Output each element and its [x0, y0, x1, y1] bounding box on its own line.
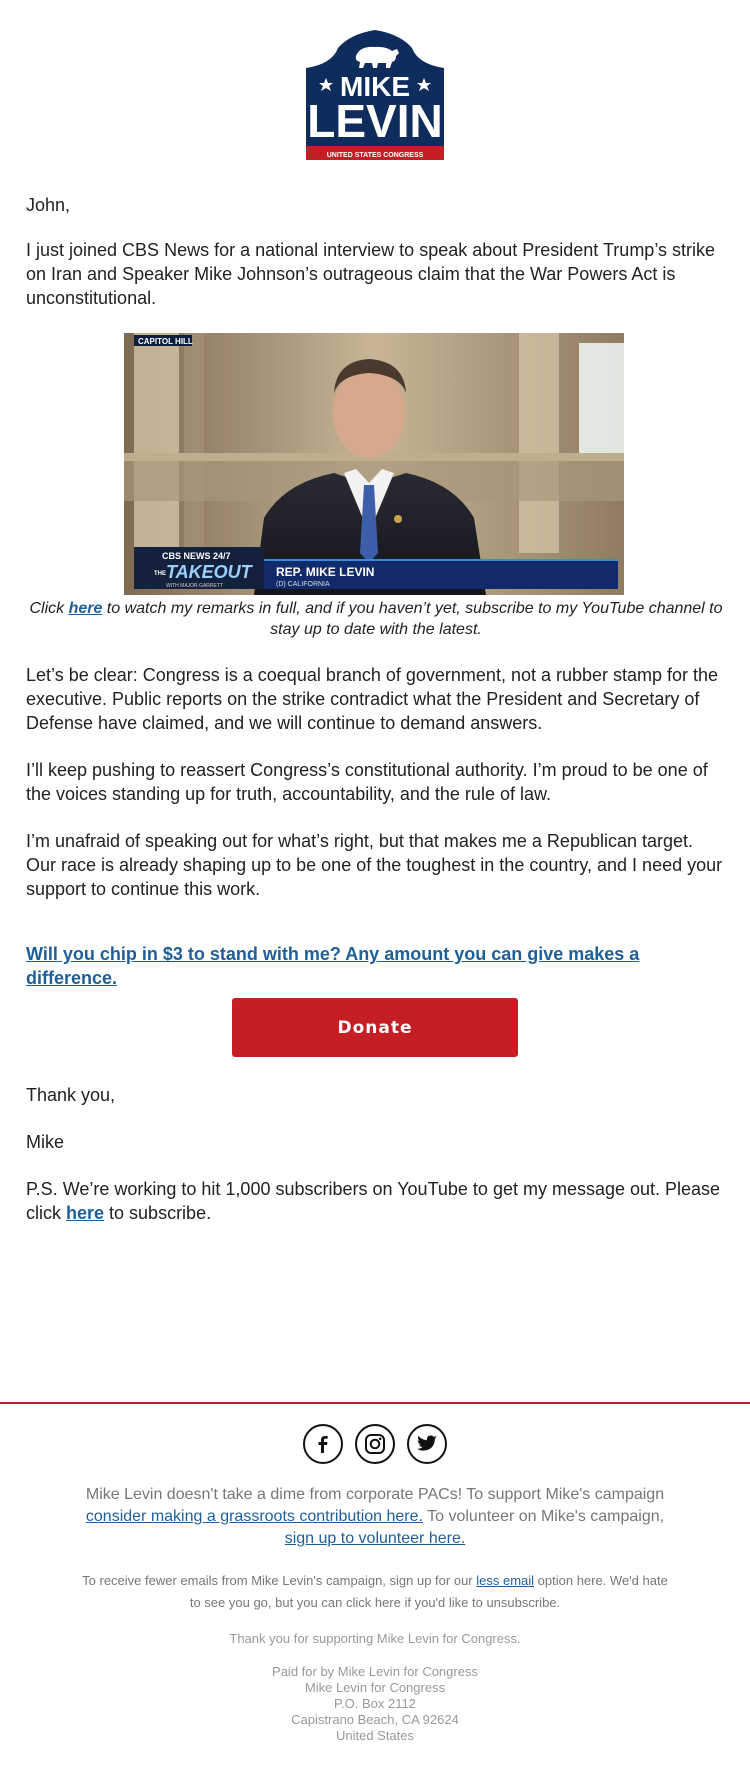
facebook-icon[interactable]	[303, 1424, 343, 1464]
instagram-icon[interactable]	[355, 1424, 395, 1464]
address-line: Paid for by Mike Levin for Congress	[272, 1664, 478, 1679]
subscribe-link[interactable]: here	[66, 1203, 105, 1223]
contribution-link[interactable]: consider making a grassroots contribution here.	[85, 1508, 423, 1525]
pac-pre: Mike Levin doesn't take a dime from corporate PACs! To support Mike's campaign	[85, 1486, 665, 1503]
footer-divider	[0, 1402, 750, 1404]
postscript	[26, 1177, 726, 1225]
signoff: Thank you,	[26, 1085, 116, 1105]
paragraph-3: I’m unafraid of speaking out for what’s right, but that makes me a Republican target. Our race is already shaping up to be one of the toughest in the country, and I need your support to continue this work.	[26, 831, 723, 899]
footer-thanks: Thank you for supporting Mike Levin for Congress.	[229, 1631, 521, 1646]
address-line: P.O. Box 2112	[334, 1696, 416, 1711]
signature: Mike	[26, 1132, 65, 1152]
caption-post: to watch my remarks in full, and if you haven’t yet, subscribe to my YouTube channel to stay up to date with the latest.	[102, 600, 723, 638]
address-line: Capistrano Beach, CA 92624	[291, 1712, 459, 1727]
paragraph-2: I’ll keep pushing to reassert Congress’s constitutional authority. I’m proud to be one of the voices standing up for truth, accountability, and the rule of law.	[26, 760, 708, 804]
less-email-link[interactable]: less email	[476, 1573, 535, 1588]
logo-line1: MIKE	[340, 71, 410, 102]
greeting: John,	[26, 195, 71, 215]
video-thumbnail[interactable]	[124, 333, 624, 595]
video-lower-third-sub: (D) CALIFORNIA	[276, 581, 330, 588]
twitter-icon[interactable]	[407, 1424, 447, 1464]
address-line: United States	[335, 1728, 415, 1743]
donate-button[interactable]: Donate	[232, 998, 518, 1057]
intro-paragraph: I just joined CBS News for a national interview to speak about President Trump’s strike on Iran and Speaker Mike Johnson’s outrageous claim that the War Powers Act is unconstitutional.	[26, 240, 716, 308]
footer-pac-notice	[80, 1484, 670, 1550]
ps-pre: P.S. We’re working to hit 1,000 subscribers on YouTube to get my message out. Please click	[26, 1179, 721, 1223]
pac-mid: To volunteer on Mike's campaign,	[422, 1508, 665, 1525]
caption-pre: Click	[29, 600, 69, 617]
donation-ask	[26, 942, 726, 990]
footer-email-prefs	[75, 1570, 675, 1614]
video-show-top: THE	[154, 571, 166, 577]
video-lower-third-name: REP. MIKE LEVIN	[276, 565, 375, 579]
campaign-logo	[300, 26, 450, 164]
video-show-name: TAKEOUT	[166, 562, 252, 582]
ps-post: to subscribe.	[104, 1203, 212, 1223]
address-line: Mike Levin for Congress	[304, 1680, 446, 1695]
footer-address	[0, 1664, 750, 1744]
logo-subtitle: UNITED STATES CONGRESS	[326, 152, 424, 159]
logo-line2: LEVIN	[307, 95, 443, 147]
watch-remarks-link[interactable]: here	[68, 600, 103, 617]
video-network: CBS NEWS 24/7	[162, 551, 231, 561]
less-pre: To receive fewer emails from Mike Levin's campaign, sign up for our	[82, 1573, 477, 1588]
less-post: option here. We'd hate to see you go, but you can click here if you'd like to unsubscribe.	[189, 1573, 668, 1610]
social-links	[0, 1424, 750, 1464]
paragraph-1: Let’s be clear: Congress is a coequal branch of government, not a rubber stamp for the executive. Public reports on the strike contradict what the President and Secretary of Defense have claimed, and we will continue to demand answers.	[26, 665, 719, 733]
video-caption	[26, 598, 726, 640]
volunteer-link[interactable]: sign up to volunteer here.	[284, 1530, 466, 1547]
donation-ask-link[interactable]: Will you chip in $3 to stand with me? Any amount you can give makes a difference.	[26, 944, 640, 988]
video-show-sub: WITH MAJOR GARRETT	[166, 583, 223, 589]
video-location-tag: CAPITOL HILL	[138, 337, 193, 346]
